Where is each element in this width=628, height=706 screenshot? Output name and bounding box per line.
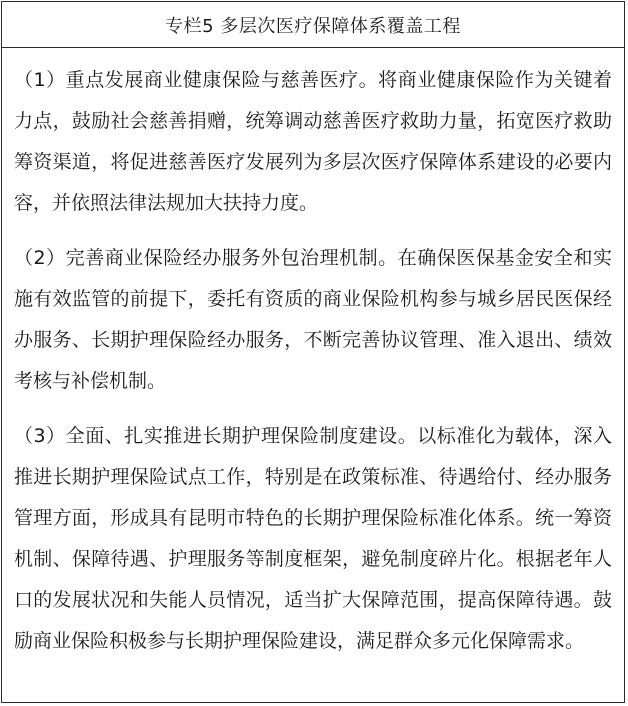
column-content [2,48,624,662]
column-box [1,1,625,703]
paragraph-3: （3）全面、扎实推进长期护理保险制度建设。以标准化为载体，深入推进长期护理保险试点工作，特别是在政策标准、待遇给付、经办服务管理方面，形成具有昆明市特色的长期护理保险标准化体系。统一筹资机制、保障待遇、护理服务等制度框架，避免制度碎片化。根据老年人口的发展状况和失能人员情况，适当扩大保障范围，提高保障待遇。鼓励商业保险积极参与长期护理保险建设，满足群众多元化保障需求。 [14,425,612,652]
paragraph-2: （2）完善商业保险经办服务外包治理机制。在确保医保基金安全和实施有效监管的前提下，委托有资质的商业保险机构参与城乡居民医保经办服务、长期护理保险经办服务，不断完善协议管理、准入退出、绩效考核与补偿机制。 [14,247,612,392]
column-title: 专栏5 多层次医疗保障体系覆盖工程 [2,2,624,48]
paragraph-1: （1）重点发展商业健康保险与慈善医疗。将商业健康保险作为关键着力点，鼓励社会慈善捐赠，统筹调动慈善医疗救助力量，拓宽医疗救助筹资渠道，将促进慈善医疗发展列为多层次医疗保障体系建设的必要内容，并依照法律法规加大扶持力度。 [14,69,612,214]
